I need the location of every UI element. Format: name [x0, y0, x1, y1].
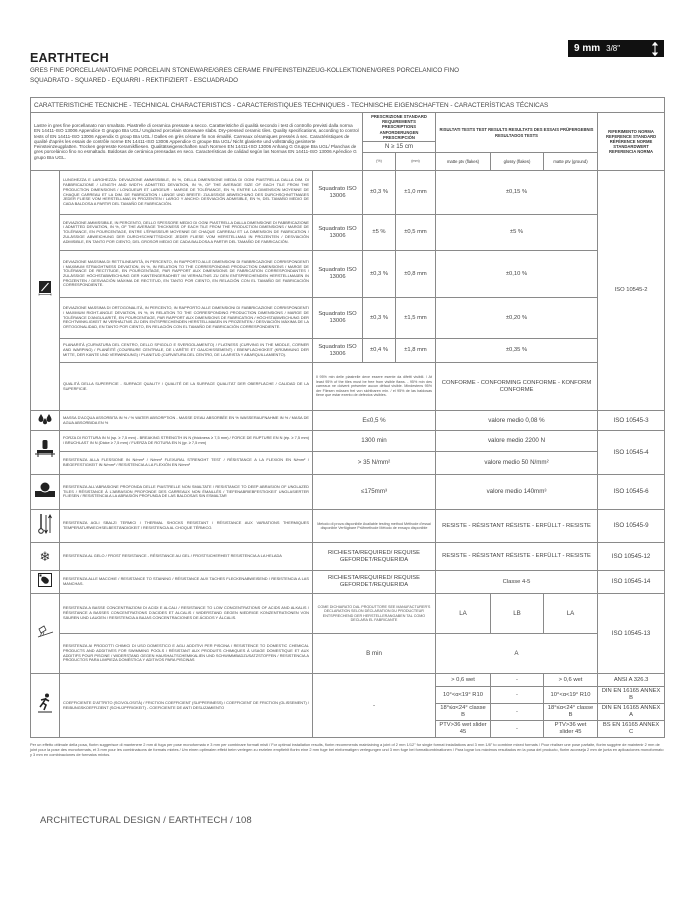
dimension-result: ±5 % [436, 215, 598, 251]
intro-text: Lastre in gres fine porcellanato non smaltato. Piastrelle di ceramica pressate a secco. Caratteristiche di qualità secondo i test di controllo previsti dalla norma EN 14411-ISO 13006 Appendice G gruppo BIa UGL/ Unglazed porcelain stoneware slabs. Dry-pressed ceramic tiles. Quality specifications, according to control tests of EN 14411-ISO 13006 Appendix G group BIa UGL / Dalles en grès cérame fin non émaillé. Carreaux céramiques pressés à sec. Caractéristiques de qualité d'après les essais de contrôle norme EN 14411-ISO 13006 Appendice G groupe BIa UGL/ Nicht glasierte und vollständig gesinterte Feinsteinzeugplatten. Trocken gepresste Keramikfliesen. Qualitätseigenschaften nach Normen EN 14411-ISO 13006 Anhang G Gruppe BIa UGL/ Planchas de gres porcelánico fino no esmaltado. Baldosas de cerámica prensadas en seco. Características de calidad según las Normas EN 14411-ISO 13006 Apéndice G grupo BIa UGL. [31, 113, 363, 171]
abrasion-desc: RESISTENZA ALL'ABRASIONE PROFONDA DELLE PIASTRELLE NON SMALTATE / RESISTANCE TO DEEP ABRASION OF UNGLAZED TILES / RÉSISTANCE À L'ABRASION PROFONDE DES CARREAUX NON ÉMAILLÉS / TIEFENABRIEBFESTIGKEIT UNGLASIERTER FLIESEN / RESISTENCIA A LA ABRASIÓN PROFUNDA DE LAS BALDOSAS SIN ESMALTAR [60, 475, 313, 510]
friction-requirement: - [313, 674, 436, 738]
friction-result-matte-flakes: PTV>36 wet slider 45 [436, 721, 491, 738]
friction-result-matte-flakes: 18°≤α<24° classe B [436, 704, 491, 721]
stains-result: Classe 4-5 [436, 571, 598, 594]
dimension-mm: ±0,5 mm [396, 215, 436, 251]
thermal-requirement: Metodo di prova disponibile Available testing method Méthode d'essai disponible Verfügbare Prüfmethode Método de ensayo disponible [313, 510, 436, 543]
water-desc: MASSA D'ACQUA ASSORBITA IN % / % WATER ABSORPTION - MASSE D'EAU ABSORBÉE EN % WASSERAUFNAHME IN % / MASA DE AGUA ABSORBIDA EN % [60, 411, 313, 431]
thermometer-icon [31, 510, 60, 543]
thermal-desc: RESISTENZA AGLI SBALZI TERMICI / THERMAL SHOCKS RESISTANT / RÉSISTANCE AUX VARIATIONS THERMIQUES TEMPERATURWECHSELBESTÄNDIGKEIT / RESISTENCIA AL CHOQUE TÉRMICO. [60, 510, 313, 543]
table-row [31, 634, 665, 674]
dimension-mm: ±0,8 mm [396, 251, 436, 298]
table-row [31, 215, 665, 251]
dimension-desc: LUNGHEZZA E LARGHEZZA: DEVIAZIONE AMMISSIBILE, IN %, DELLA DIMENSIONE MEDIA DI OGNI PIASTRELLA DALLA DIM. DI FABBRICAZIONE / LENGTH AND WIDTH: ADMITTED DEVIATION, IN %, OF THE AVERAGE SIZE OF EACH TILE FROM THE PRODUCTION DIMENSIONS / LONGUEUR ET LARGEUR : MARGE DE TOLÉRANCE, EN %, ENTRE LA DIMENSION MOYENNE DE CHAQUE CARREAU ET LA DIM. DE FABRICATION / LÄNGE UND BREITE: ZULÄSSIGE ABWEICHUNG DES DURCHSCHNITTMAßES JEDER FLIESE VOM HERSTELLMAß IN PROZENTEN / LARGO Y ANCHO: DESVIACIÓN ADMISIBLE, EN %, DEL TAMAÑO MEDIO DE CADA BALDOSA A PARTIR DEL TAMAÑO DE FABRICACIÓN. [60, 171, 313, 215]
unit-pct: (%) [363, 153, 396, 171]
breaking-result: valore medio 2200 N [436, 431, 598, 452]
chemical-reference: ISO 10545-13 [598, 594, 665, 674]
stains-reference: ISO 10545-14 [598, 571, 665, 594]
slip-icon [31, 674, 60, 738]
dimension-standard: Squadrato ISO 13006 [313, 251, 363, 298]
friction-result-glossy-flakes: - [491, 687, 544, 704]
dimension-pct: ±0,3 % [363, 171, 396, 215]
stain-icon [31, 571, 60, 594]
friction-desc: COEFFICIENTE D'ATTRITO (SCIVOLOSITÀ) / FRICTION COEFFICIENT (SLIPPERINESS) / COEFFICIENT DE FRICTION (GLISSEMENT) / REIBUNGSKOEFFIZIENT (SCHLÜPFRIGKEIT) - COEFICIENTE DE ANTI DESLIZAMIENTO [60, 674, 313, 738]
dimension-mm: ±1,0 mm [396, 171, 436, 215]
dimension-result: ±0,20 % [436, 298, 598, 339]
dimension-standard: Squadrato ISO 13006 [313, 298, 363, 339]
product-title: EARTHTECH [30, 51, 109, 65]
friction-reference: DIN EN 16165 ANNEX B [598, 687, 665, 704]
abrasion-reference: ISO 10545-6 [598, 475, 665, 510]
household-desc: RESISTENZA AI PRODOTTI CHIMICI DI USO DOMESTICO E AGLI ADDITIVI PER PISCINA / RESISTENCE TO DOMESTIC CHEMICAL PRODUCTS AND ADDITIVES FOR SWIMMING POOLS / RÉSISTANT AUX PRODUITS CHIMIQUES À USAGE DOMESTIQUE ET AUX ADDITIFS POUR PISCINE / WIDERSTAND GEGEN HAUSHALTSCHEMIKALIEN UND SCHWIMMBADZUSATZSTOFFEN / RESISTENCIA A PRODUCTOS PARA LIMPIEZA DOMÉSTICA Y ADITIVOS PARA PISCINAS [60, 634, 313, 674]
household-requirement: B min [313, 634, 436, 674]
table-row [31, 475, 665, 510]
frost-reference: ISO 10545-12 [598, 543, 665, 571]
friction-result-glossy-flakes: - [491, 674, 544, 687]
unit-mm: (mm) [396, 153, 436, 171]
dimension-mm: ±1,8 mm [396, 339, 436, 363]
table-row [31, 594, 665, 634]
table-row [31, 339, 665, 363]
breaking-strength-icon [31, 431, 60, 475]
thermal-reference: ISO 10545-9 [598, 510, 665, 543]
dimension-pct: ±0,3 % [363, 298, 396, 339]
friction-result-matte-ground: 18°≤α<24° classe B [544, 704, 598, 721]
water-reference: ISO 10545-3 [598, 411, 665, 431]
dimension-mm: ±1,5 mm [396, 298, 436, 339]
acids-result-glossy-flakes: LB [491, 594, 544, 634]
surface-desc: QUALITÀ DELLA SUPERFICIE - SURFACE QUALITY / QUALITÉ DE LA SURFACE QUALITÄT DER OBERFLÄCHE / CALIDAD DE LA SUPERFICIE. [60, 363, 313, 411]
water-drops-icon [31, 411, 60, 431]
product-finish: SQUADRATO - SQUARED - EQUARRI - REKTIFIZIERT - ESCUADRADO [30, 77, 239, 84]
dimension-desc: DEVIAZIONE AMMISSIBILE, IN PERCENTO, DELLO SPESSORE MEDIO DI OGNI PIASTRELLA DALLA DIMENSIONE DI FABBRICAZIONE / ADMITTED DEVIATION, IN %, OF THE AVERAGE THICKNESS OF EACH TILE FROM THE PRODUCTION DIMENSIONS / MARGE DE TOLÉRANCE, EN POURCENTAGE, ENTRE L'ÉPAISSEUR MOYENNE DE CHAQUE CARREAU ET LA DIMENSION DE FABRICATION / ZULÄSSIGE ABWEICHUNG DER DURCHSCHNITTSDICKE JEDER FLIESE VOM HERSTELLMAß IN PROZENTEN / DESVIACIÓN ADMISIBLE, EN TANTO POR CIENTO, DEL GROSOR MEDIO DE CADA BALDOSA A PARTIR DEL TAMAÑO DE FABRICACIÓN. [60, 215, 313, 251]
result-col-matte-flakes: matte ptv (flakes) [436, 153, 491, 171]
table-caption: CARATTERISTICHE TECNICHE - TECHNICAL CHARACTERISTICS - CARACTERISTIQUES TECHNIQUES - TECHNISCHE EIGENSCHAFTEN - CARACTERÍSTICAS TÉCNICAS [31, 98, 665, 113]
table-row [31, 363, 665, 411]
content-flow [30, 97, 664, 827]
friction-result-matte-flakes: > 0,6 wet [436, 674, 491, 687]
product-subtitle: GRES FINE PORCELLANATO/FINE PORCELAIN STONEWARE/GRES CERAME FIN/FEINSTEINZEUG-KOLLEKTIONEN/GRES PORCELANICO FINO [30, 67, 460, 74]
friction-reference: ANSI A 326.3 [598, 674, 665, 687]
dimension-result: ±0,10 % [436, 251, 598, 298]
table-row [31, 510, 665, 543]
frost-result: RESISTE - RÉSISTANT RÉSISTE - ERFÜLLT - RESISTE [436, 543, 598, 571]
technical-characteristics-table [30, 97, 665, 738]
acids-result-matte-ground: LA [544, 594, 598, 634]
friction-result-matte-ground: > 0,6 wet [544, 674, 598, 687]
dimension-desc: PLANARITÀ (CURVATURA DEL CENTRO, DELLO SPIGOLO E SVERGOLAMENTO) / FLATNESS (CURVING IN THE MIDDLE, CORNER AND WARPING) / PLANÉITÉ (COURBURE CENTRALE, DE L'ARÊTE ET GAUCHISSEMENT) / EBENFLÄCHIGKEIT (KRÜMMUNG DER MITTE, DER KANTE UND VERWINDUNG) / PLANITUD (CURVATURA DEL CENTRO, DE LA ARISTA Y ABARQUILLAMIENTO). [60, 339, 313, 363]
dimension-standard: Squadrato ISO 13006 [313, 339, 363, 363]
thickness-mm: 9 mm [574, 43, 601, 54]
table-row [31, 452, 665, 475]
breaking-desc: FORZA DI ROTTURA IN N (sp. ≥ 7,5 mm) - BREAKING STRENGTH IN N (thickness ≥ 7,5 mm) / FORCE DE RUPTURE EN N (ép. ≥ 7,5 mm) / BRUCHLAST IN N (Dicke ≥ 7,5 mm) / FUERZA DE ROTURA EN N (gr. ≥ 7,5 mm) [60, 431, 313, 452]
friction-reference: DIN EN 16165 ANNEX A [598, 704, 665, 721]
acids-result-matte-flakes: LA [436, 594, 491, 634]
snowflake-icon: ❄ [31, 543, 60, 571]
flexural-result: valore medio 50 N/mm² [436, 452, 598, 475]
breaking-requirement: 1300 min [313, 431, 436, 452]
thermal-result: RESISTE - RÉSISTANT RÉSISTE - ERFÜLLT - RESISTE [436, 510, 598, 543]
stains-requirement: RICHIESTA/REQUIRED/ REQUISE GEFORDET/REQUERIDA [313, 571, 436, 594]
dimension-desc: DEVIAZIONE MASSIMA DI RETTILINEARITÀ, IN PERCENTO, IN RAPPORTO ALLE DIMENSIONI DI FABBRICAZIONE CORRISPONDENTI / MAXIMUM STRAIGHTNESS DEVIATION, IN %, IN RELATION TO THE CORRESPONDING PRODUCTION DIMENSIONS / MARGE DE TOLÉRANCE DE RECTITUDE, EN POURCENTAGE, PAR RAPPORT AUX DIMENSIONS DE FABRICATION CORRESPONDANTES / ZULÄSSIGE HÖCHSTABWEICHUNG DER KANTENGERADHEIT IM VERHÄLTNIS ZU DEN ENTSPRECHENDEN HERSTELLMAßEN IN PROZENTEN / DESVIACIÓN MÁXIMA DE RECTITUD, EN TANTO POR CIENTO, EN RELACIÓN CON EL TAMAÑO DE FABRICACIÓN CORRESPONDIENTE. [60, 251, 313, 298]
dimension-result: ±0,35 % [436, 339, 598, 363]
dimension-icon [31, 171, 60, 411]
table-row [31, 674, 665, 687]
dimension-standard: Squadrato ISO 13006 [313, 171, 363, 215]
water-requirement: E≤0,5 % [313, 411, 436, 431]
friction-result-glossy-flakes: - [491, 704, 544, 721]
page-footer: ARCHITECTURAL DESIGN / EARTHTECH / 108 [40, 815, 252, 826]
abrasion-icon [31, 475, 60, 510]
reference-header: RIFERIMENTO NORMA REFERENCE STANDARD RÉFÉRENCE NORME STANDARDWERT REFERENCIA NORMA [598, 113, 665, 171]
result-col-glossy-flakes: glossy (flakes) [491, 153, 544, 171]
abrasion-requirement: ≤175mm³ [313, 475, 436, 510]
flexural-requirement: > 35 N/mm² [313, 452, 436, 475]
thickness-badge [568, 40, 664, 57]
result-col-matte-ground: matte ptv (ground) [544, 153, 598, 171]
friction-result-matte-flakes: 10°<α<19° R10 [436, 687, 491, 704]
table-row [31, 411, 665, 431]
friction-reference: BS EN 16165 ANNEX C [598, 721, 665, 738]
table-row [31, 298, 665, 339]
dimension-pct: ±5 % [363, 215, 396, 251]
thickness-inch: 3/8" [606, 44, 621, 53]
strength-reference: ISO 10545-4 [598, 431, 665, 475]
table-row [31, 543, 665, 571]
flexural-desc: RESISTENZA ALLA FLESSIONE IN N/mm² / N/mm² FLEXURAL STRENGHT TEST / RÉSISTANCE A LA FLEXION EN N/mm² / BIEGEFESTIGKEIT IN N/mm² / RESISTENCIA A LA FLEXIÓN EN N/mm² [60, 452, 313, 475]
requirements-header: PRESCRIZIONE STANDARD REQUIREMENTS PRESCRIPTIONS ANFORDERUNGEN PRESCRIPCIÓN [363, 113, 436, 142]
household-result: A [436, 634, 598, 674]
thickness-arrow-icon [652, 42, 658, 56]
dimension-pct: ±0,3 % [363, 251, 396, 298]
friction-result-glossy-flakes: - [491, 721, 544, 738]
friction-result-matte-ground: 10°<α<19° R10 [544, 687, 598, 704]
stains-desc: RESISTENZA ALLE MACCHIE / RESISTANCE TO STAINING / RÉSISTANCE AUX TACHES FLECKENABWEISEND / RESISTENCIA A LAS MANCHAS. [60, 571, 313, 594]
installation-footnote: Per un effetto ottimale della posa, florim suggerisce di mantenere 2 mm di fuga per pose monoformato e 3 mm per combinare formati misti / For optimal installation results, florim recommends maintaining a joint of 2 mm 1/12" for single format installations and 3 mm 1/8" to combine mixed formats / Pour réaliser une pose parfaite, florim suggère de maintenir 2 mm de joint pour la pose des monoformats, et 3 mm pour les combinaisons de formats mixtes / Um einen optimalen effekt beim verlegen zu erzielen empfiehlt florim eine 2 mm fuge bei einformatigen verlegungen und 3 mm fuge bei formatkombinationen / Para lograr los máximos resultados en la posa del producto, florim aconseja 2 mm de junta en aplicaciones monoformato y 3 mm en combinaciones de formatos mixtos. [30, 742, 664, 758]
water-result: valore medio 0,08 % [436, 411, 598, 431]
dimension-standard: Squadrato ISO 13006 [313, 215, 363, 251]
abrasion-result: valore medio 140mm³ [436, 475, 598, 510]
results-header: RISULTATI TESTS TEST RESULTS RESULTATS DES ESSAIS PRÜFERGEBNIS RESULTADOS TESTS [436, 113, 598, 153]
requirements-condition: N ≥ 15 cm [363, 142, 436, 153]
frost-desc: RESISTENZA AL GELO / FROST RESISTANCE - RÉSISTANCE AU GEL / FROSTSICHERHEIT RESISTENCIA A LA HELADA [60, 543, 313, 571]
chemical-pour-icon [31, 594, 60, 674]
dimension-result: ±0,15 % [436, 171, 598, 215]
surface-requirement: Il 95% min delle piastrelle deve essere esente da difetti visibili. / At least 95% of the tiles must be free from visible flaws. - 95% min des carreaux ne doivent présenter aucun défaut visible. Mindestens 95% der Fliesen müssen frei von sichtbaren min. / el 95% de las baldosas tiene que estar exento de defectos visibles. [313, 363, 436, 411]
table-row [31, 251, 665, 298]
acids-requirement: COME DICHIARATO DAL PRODUTTORE SEE MANUFACTURER'S DECLARATION SELON DÉCLARATION DU PRODUCTEUR ENTSPRECHEND DER HERSTELLERANGABEN TAL COMO DECLARA EL FABRICANTE [313, 594, 436, 634]
table-row [31, 571, 665, 594]
surface-result: CONFORME - CONFORMING CONFORME - KONFORM CONFORME [436, 363, 598, 411]
dimension-pct: ±0,4 % [363, 339, 396, 363]
table-row [31, 171, 665, 215]
dimension-reference: ISO 10545-2 [598, 171, 665, 411]
frost-requirement: RICHIESTA/REQUIRED/ REQUISE GEFORDET/REQUERIDA [313, 543, 436, 571]
table-row [31, 431, 665, 452]
acids-desc: RESISTENZA A BASSE CONCENTRAZIONI DI ACIDI E ALCALI / RESISTANCE TO LOW CONCENTRATIONS OF ACIDS AND ALKALIS / RÉSISTANCE A BASSES CONCENTRATIONS D'ACIDES ET ALCALIS / WIDERSTAND GEGEN NIEDRIGE KONZENTRATIONEN VON SÄUREN UND LAUGEN / RESISTENCIA A BAJAS CONCENTRACIONES DE ÁCIDOS Y ÁLCALIS. [60, 594, 313, 634]
dimension-desc: DEVIAZIONE MASSIMA DI ORTOGONALITÀ, IN PERCENTO, IN RAPPORTO ALLE DIMENSIONI DI FABBRICAZIONE CORRISPONDENTI / MAXIMUM RIGHT-ANGLE DEVIATION, IN %, IN RELATION TO THE CORRESPONDING PRODUCTION DIMENSIONS / MARGE DE TOLÉRANCE D'ANGULARITÉ, EN POURCENTAGE, PAR RAPPORT AUX DIMENSIONS DE FABRICATION / HÖCHSTABWEICHUNG DER RECHTWINKLIGKEIT IM VERHÄLTNIS ZU DEN ENTSPRECHENDEN HERSTELLMAßEN IN PROZENTEN / DESVIACIÓN MÁXIMA DE LA ORTOGONALIDAD, EN TANTO POR CIENTO, EN RELACIÓN CON EL TAMAÑO DE FABRICACIÓN CORRESPONDIENTE. [60, 298, 313, 339]
friction-result-matte-ground: PTV>36 wet slider 45 [544, 721, 598, 738]
